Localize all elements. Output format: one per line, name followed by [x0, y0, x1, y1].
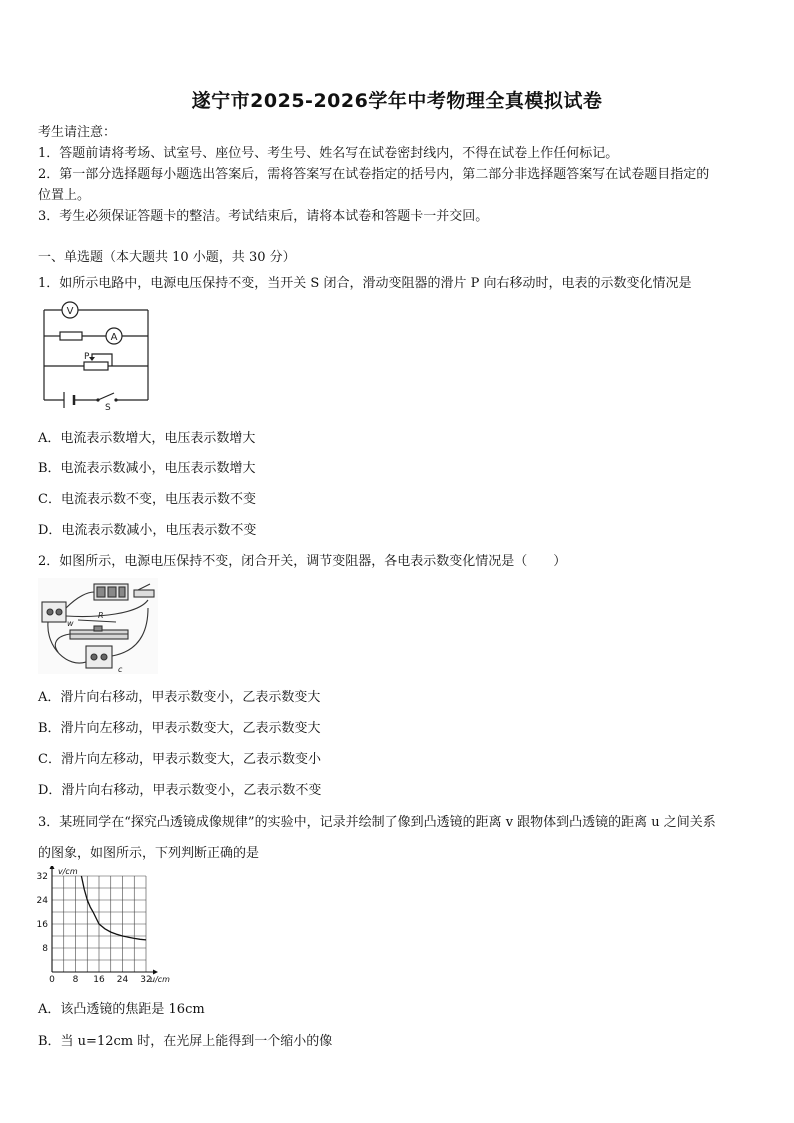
voltmeter-symbol [62, 302, 78, 318]
label-r: R [98, 611, 104, 620]
ammeter-label: A [110, 332, 118, 343]
q1-stem: 1．如所示电路中，电源电压保持不变，当开关 S 闭合，滑动变阻器的滑片 P 向右移动时，电表的示数变化情况是 [38, 276, 692, 291]
q1-circuit-diagram [38, 300, 154, 412]
slider-label: P [84, 352, 90, 362]
x-tick-label: 8 [72, 975, 79, 985]
q2-option-a: A．滑片向右移动，甲表示数变小，乙表示数变大 [38, 690, 321, 705]
section-heading: 一、单选题（本大题共 10 小题，共 30 分） [38, 250, 296, 265]
notice-item-2: 2．第一部分选择题每小题选出答案后，需将答案写在试卷指定的括号内，第二部分非选择题答案写在试卷题目指定的 [38, 167, 710, 182]
q3-stem-line1: 3．某班同学在“探究凸透镜成像规律”的实验中，记录并绘制了像到凸透镜的距离 v 跟物体到凸透镜的距离 u 之间关系 [38, 815, 716, 830]
notice-item-3: 3．考生必须保证答题卡的整洁。考试结束后，请将本试卷和答题卡一并交回。 [38, 209, 489, 224]
x-tick-label: 0 [49, 975, 55, 985]
label-c: c [118, 665, 123, 674]
q2-option-c: C．滑片向左移动，甲表示数变大，乙表示数变小 [38, 752, 321, 767]
q2-option-b: B．滑片向左移动，甲表示数变大，乙表示数变大 [38, 721, 321, 736]
y-tick-label: 24 [36, 896, 48, 906]
q2-apparatus-photo [38, 578, 158, 674]
x-tick-label: 16 [93, 975, 105, 985]
q3-option-a: A．该凸透镜的焦距是 16cm [38, 1002, 205, 1017]
q1-option-d: D．电流表示数减小，电压表示数不变 [38, 523, 257, 538]
uv-curve [81, 876, 146, 940]
notice-item-2-cont: 位置上。 [38, 188, 91, 203]
ammeter-symbol [106, 328, 122, 344]
x-axis-label: u/cm [150, 975, 170, 984]
y-axis-label: v/cm [58, 867, 78, 876]
q3-uv-graph [30, 866, 190, 990]
notice-item-1: 1．答题前请将考场、试室号、座位号、考生号、姓名写在试卷密封线内，不得在试卷上作任何标记。 [38, 146, 619, 161]
q2-option-d: D．滑片向右移动，甲表示数变小，乙表示数不变 [38, 783, 322, 798]
x-axis-arrow [153, 970, 158, 975]
q3-option-b: B．当 u=12cm 时，在光屏上能得到一个缩小的像 [38, 1034, 333, 1049]
notice-heading: 考生请注意： [38, 125, 117, 140]
y-tick-label: 16 [36, 920, 48, 930]
switch-label: S [105, 403, 111, 412]
label-w: w [67, 619, 74, 628]
q2-stem: 2．如图所示，电源电压保持不变，闭合开关，调节变阻器，各电表示数变化情况是（ ） [38, 554, 567, 569]
q1-option-c: C．电流表示数不变，电压表示数不变 [38, 492, 256, 507]
voltmeter-label: V [66, 306, 74, 317]
y-tick-label: 32 [36, 872, 48, 882]
y-axis-arrow [50, 866, 55, 869]
y-tick-label: 8 [42, 944, 48, 954]
q3-stem-line2: 的图象，如图所示，下列判断正确的是 [38, 846, 260, 861]
x-tick-label: 24 [116, 975, 129, 985]
q1-option-a: A．电流表示数增大，电压表示数增大 [38, 431, 256, 446]
q1-option-b: B．电流表示数减小，电压表示数增大 [38, 461, 256, 476]
x-tick-label: 32 [140, 975, 152, 985]
page-title: 遂宁市2025-2026学年中考物理全真模拟试卷 [191, 90, 603, 112]
